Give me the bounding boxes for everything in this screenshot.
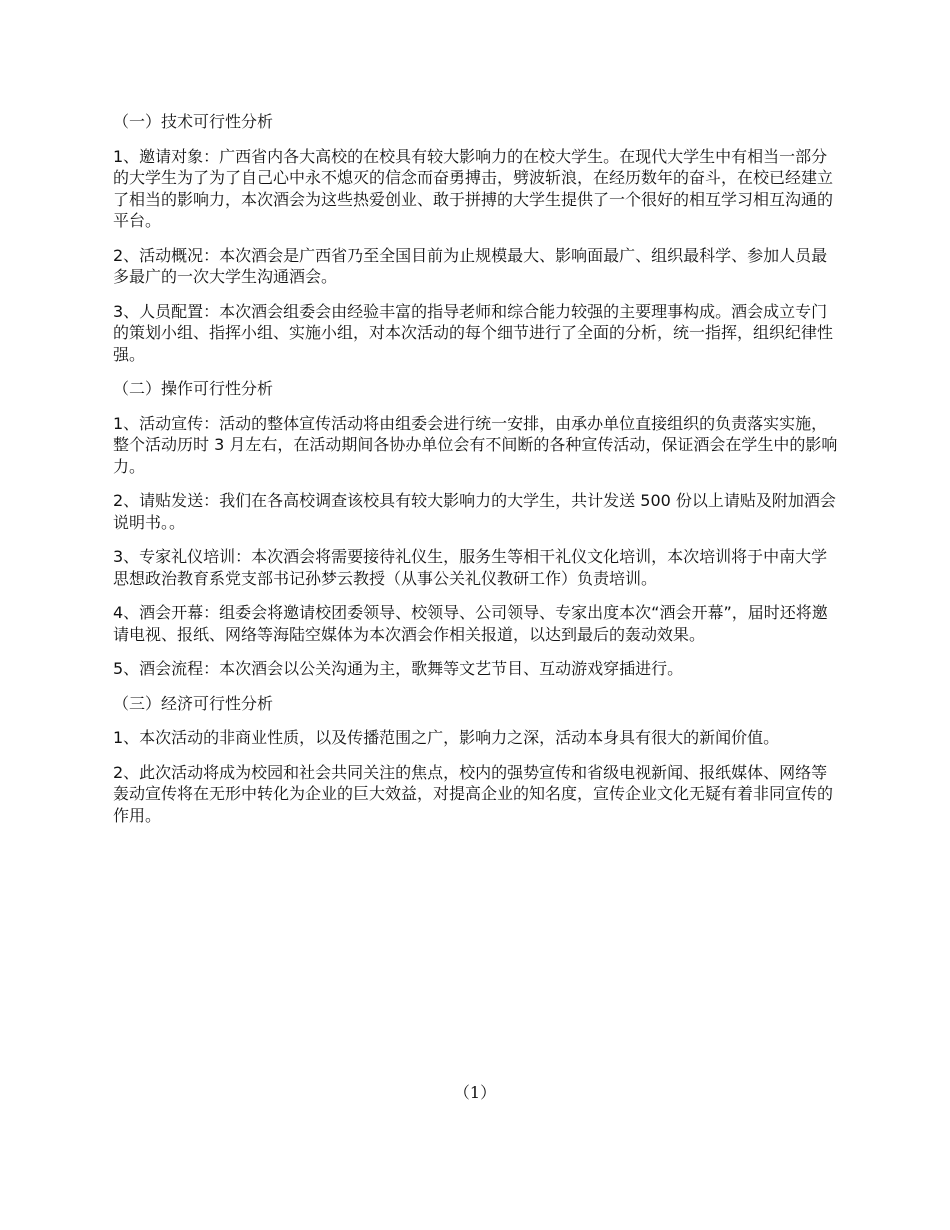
- paragraph: 1、邀请对象：广西省内各大高校的在校具有较大影响力的在校大学生。在现代大学生中有相当一部分的大学生为了为了自己心中永不熄灭的信念而奋勇搏击，劈波斩浪，在经历数年的奋斗，在校已经建立了相当的影响力，本次酒会为这些热爱创业、敢于拼搏的大学生提供了一个很好的相互学习相互沟通的平台。: [113, 146, 834, 230]
- section-economic-feasibility: [113, 693, 839, 827]
- section-heading: （一）技术可行性分析: [113, 112, 274, 131]
- paragraph: 5、酒会流程：本次酒会以公关沟通为主，歌舞等文艺节目、互动游戏穿插进行。: [113, 659, 684, 678]
- section-heading: （二）操作可行性分析: [113, 379, 274, 398]
- paragraph: 1、活动宣传：活动的整体宣传活动将由组委会进行统一安排，由承办单位直接组织的负责落实实施，整个活动历时 3 月左右，在活动期间各协办单位会有不间断的各种宣传活动，保证酒会在学生中的影响力。: [113, 413, 838, 476]
- section-technical-feasibility: [113, 111, 839, 365]
- paragraph: 4、酒会开幕：组委会将邀请校团委领导、校领导、公司领导、专家出度本次“酒会开幕”，届时还将邀请电视、报纸、网络等海陆空媒体为本次酒会作相关报道，以达到最后的轰动效果。: [113, 603, 828, 644]
- paragraph: 2、此次活动将成为校园和社会共同关注的焦点，校内的强势宣传和省级电视新闻、报纸媒体、网络等轰动宣传将在无形中转化为企业的巨大效益，对提高企业的知名度，宣传企业文化无疑有着非同宣传的作用。: [113, 762, 834, 825]
- document-body: [113, 111, 839, 839]
- paragraph: 2、请贴发送：我们在各高校调查该校具有较大影响力的大学生，共计发送 500 份以上请贴及附加酒会说明书。。: [113, 491, 836, 532]
- paragraph: 3、专家礼仪培训：本次酒会将需要接待礼仪生，服务生等相干礼仪文化培训，本次培训将于中南大学思想政治教育系党支部书记孙梦云教授（从事公关礼仪教研工作）负责培训。: [113, 547, 828, 588]
- paragraph: 3、人员配置：本次酒会组委会由经验丰富的指导老师和综合能力较强的主要理事构成。酒会成立专门的策划小组、指挥小组、实施小组，对本次活动的每个细节进行了全面的分析，统一指挥，组织纪律性强。: [113, 301, 834, 364]
- paragraph: 1、本次活动的非商业性质，以及传播范围之广，影响力之深，活动本身具有很大的新闻价值。: [113, 728, 780, 747]
- page-number: （1）: [453, 1083, 497, 1102]
- paragraph: 2、活动概况：本次酒会是广西省乃至全国目前为止规模最大、影响面最广、组织最科学、参加人员最多最广的一次大学生沟通酒会。: [113, 245, 828, 286]
- section-heading: （三）经济可行性分析: [113, 693, 274, 713]
- section-operational-feasibility: [113, 378, 839, 680]
